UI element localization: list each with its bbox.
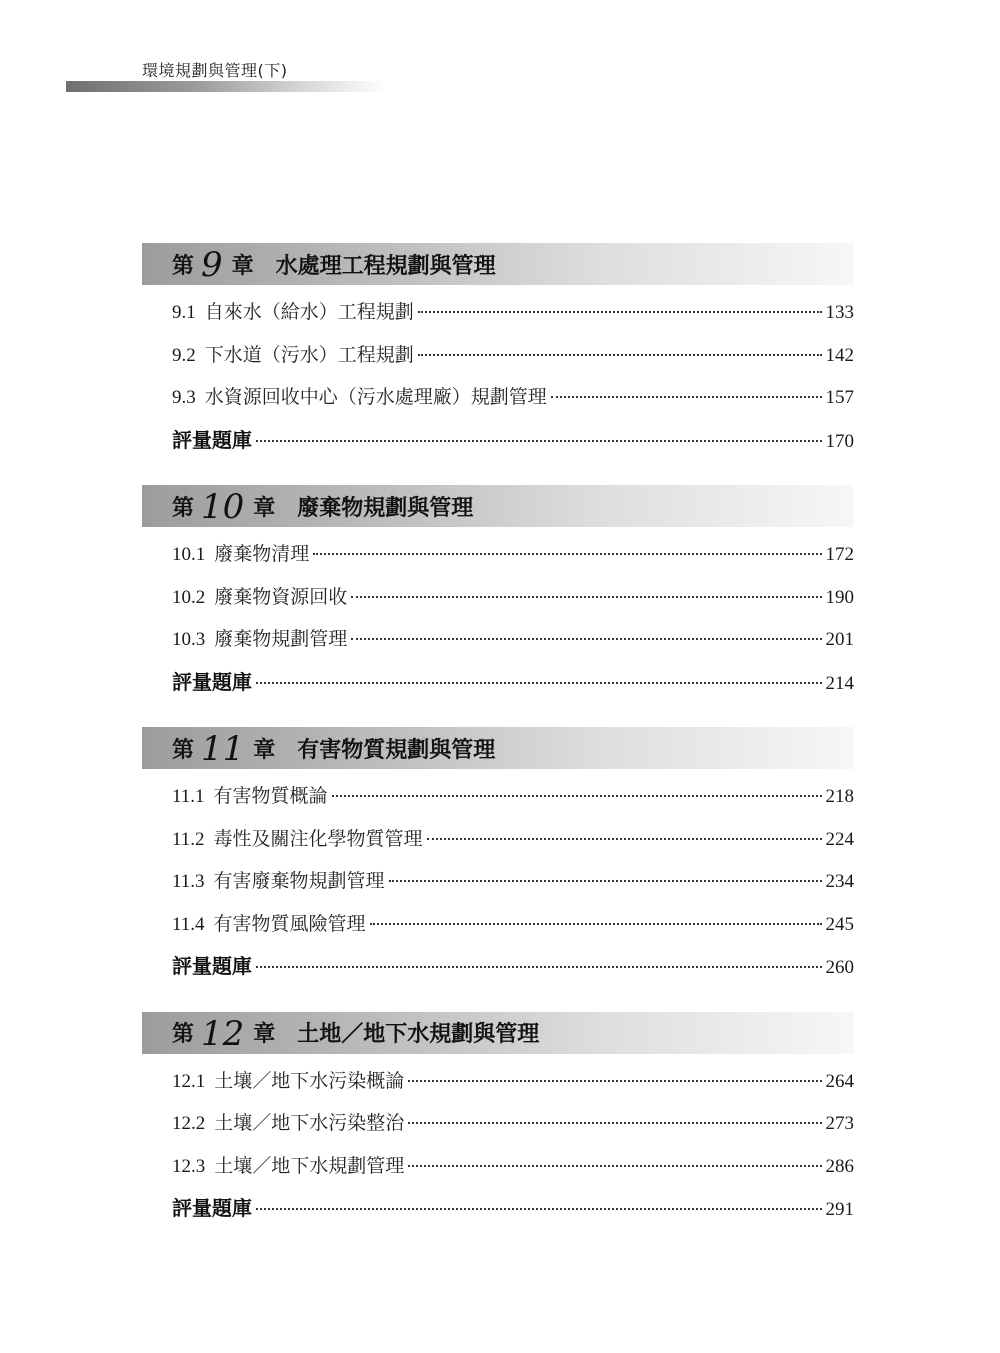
- page-number: 273: [825, 1113, 854, 1134]
- section-title: 廢棄物清理: [214, 543, 310, 565]
- chapter-prefix: 第: [172, 253, 195, 279]
- page-number: 190: [825, 586, 854, 608]
- chapter-heading-bar: [142, 243, 854, 285]
- toc-entry[interactable]: [172, 775, 854, 818]
- page-number: 264: [825, 1070, 854, 1092]
- page-number: 133: [825, 302, 854, 323]
- dot-leader: [370, 923, 822, 925]
- section-number: 9.2: [172, 344, 196, 366]
- dot-leader: [418, 311, 822, 313]
- dot-leader: [332, 795, 822, 797]
- chapter-title: 土地／地下水規劃與管理: [297, 1022, 540, 1047]
- review-title: 評量題庫: [172, 427, 252, 452]
- section-number: 12.2: [172, 1113, 206, 1134]
- toc-entry[interactable]: [172, 1102, 854, 1145]
- chapter-prefix: 第: [172, 495, 195, 521]
- dot-leader: [256, 440, 822, 442]
- toc-entry-review[interactable]: [172, 661, 854, 704]
- chapter-entries: [142, 527, 854, 703]
- chapter-number: 10: [201, 487, 245, 527]
- review-title: 評量題庫: [172, 669, 252, 694]
- section-title: 下水道（污水）工程規劃: [204, 343, 414, 366]
- section-number: 11.1: [172, 786, 205, 807]
- review-title: 評量題庫: [172, 954, 252, 978]
- section-title: 廢棄物規劃管理: [214, 628, 348, 650]
- chapter-entries: [142, 285, 854, 461]
- section-title: 水資源回收中心（污水處理廠）規劃管理: [204, 386, 547, 408]
- toc-entry[interactable]: [172, 818, 854, 861]
- dot-leader: [408, 1080, 821, 1082]
- chapter-12: [142, 1012, 854, 1230]
- dot-leader: [551, 396, 822, 398]
- chapter-number: 12: [201, 1013, 245, 1054]
- page-number: 218: [825, 786, 854, 807]
- dot-leader: [351, 596, 821, 598]
- section-number: 10.2: [172, 586, 206, 608]
- chapter-prefix: 第: [172, 737, 195, 763]
- dot-leader: [408, 1122, 821, 1124]
- section-number: 12.3: [172, 1155, 206, 1177]
- dot-leader: [418, 354, 822, 356]
- chapter-title: 廢棄物規劃與管理: [297, 495, 474, 521]
- page-number: 157: [825, 387, 854, 408]
- toc-entry-review[interactable]: [172, 945, 854, 988]
- toc-entry[interactable]: [172, 1060, 854, 1103]
- section-title: 廢棄物資源回收: [214, 585, 348, 608]
- chapter-heading-bar: [142, 1012, 854, 1054]
- section-title: 有害物質概論: [213, 785, 328, 807]
- section-number: 9.1: [172, 302, 196, 323]
- page-number: 245: [825, 913, 854, 935]
- section-number: 12.1: [172, 1070, 206, 1092]
- dot-leader: [313, 553, 821, 555]
- chapter-entries: [142, 1054, 854, 1230]
- toc-entry[interactable]: [172, 376, 854, 419]
- chapter-suffix: 章: [253, 737, 276, 763]
- section-title: 有害物質風險管理: [213, 912, 366, 935]
- section-title: 自來水（給水）工程規劃: [204, 301, 414, 323]
- dot-leader: [351, 638, 821, 640]
- chapter-11: [142, 727, 854, 988]
- toc-entry[interactable]: [172, 860, 854, 903]
- section-number: 9.3: [172, 387, 196, 408]
- toc-entry[interactable]: [172, 291, 854, 334]
- page-number: 142: [825, 344, 854, 366]
- chapter-title: 水處理工程規劃與管理: [275, 253, 496, 279]
- section-title: 土壤／地下水污染整治: [214, 1112, 405, 1134]
- page-number: 260: [825, 957, 854, 978]
- toc-entry[interactable]: [172, 1145, 854, 1188]
- page-number: 201: [825, 629, 854, 650]
- chapter-number: 9: [201, 245, 223, 285]
- section-number: 10.1: [172, 544, 206, 565]
- chapter-title: 有害物質規劃與管理: [297, 737, 496, 763]
- toc-entry[interactable]: [172, 576, 854, 619]
- toc-entry[interactable]: [172, 618, 854, 661]
- page-number: 286: [825, 1155, 854, 1177]
- chapter-entries: [142, 769, 854, 988]
- chapter-heading-bar: [142, 727, 854, 769]
- toc-entry-review[interactable]: [172, 419, 854, 462]
- dot-leader: [427, 838, 822, 840]
- section-number: 11.3: [172, 871, 205, 892]
- toc-entry-review[interactable]: [172, 1187, 854, 1230]
- chapter-prefix: 第: [172, 1022, 195, 1047]
- dot-leader: [408, 1165, 821, 1167]
- page-number: 224: [825, 828, 854, 850]
- section-title: 有害廢棄物規劃管理: [213, 870, 385, 892]
- page-number: 214: [825, 672, 854, 694]
- page-number: 172: [825, 544, 854, 565]
- chapter-suffix: 章: [231, 253, 254, 279]
- review-title: 評量題庫: [172, 1196, 252, 1220]
- page-number: 291: [825, 1199, 854, 1220]
- page-number: 170: [825, 430, 854, 452]
- toc-entry[interactable]: [172, 903, 854, 946]
- toc-entry[interactable]: [172, 533, 854, 576]
- dot-leader: [389, 880, 822, 882]
- dot-leader: [256, 1208, 822, 1210]
- chapter-10: [142, 485, 854, 703]
- chapter-9: [142, 243, 854, 461]
- section-title: 土壤／地下水污染概論: [214, 1069, 405, 1092]
- chapter-suffix: 章: [253, 1022, 276, 1047]
- section-title: 毒性及關注化學物質管理: [213, 827, 423, 850]
- table-of-contents: [142, 243, 854, 1254]
- page-number: 234: [825, 871, 854, 892]
- dot-leader: [256, 682, 822, 684]
- section-number: 11.2: [172, 828, 205, 850]
- header-gradient-rule: [66, 81, 386, 92]
- section-number: 11.4: [172, 913, 205, 935]
- section-title: 土壤／地下水規劃管理: [214, 1154, 405, 1177]
- running-head-title: 環境規劃與管理(下): [142, 61, 288, 80]
- chapter-number: 11: [201, 729, 245, 769]
- chapter-heading-bar: [142, 485, 854, 527]
- section-number: 10.3: [172, 629, 206, 650]
- toc-entry[interactable]: [172, 334, 854, 377]
- chapter-suffix: 章: [253, 495, 276, 521]
- dot-leader: [256, 966, 822, 968]
